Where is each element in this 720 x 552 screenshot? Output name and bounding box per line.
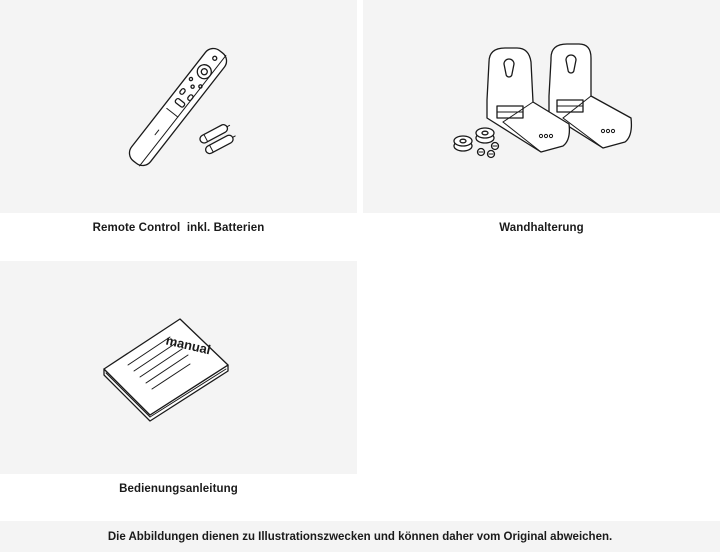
footer-disclaimer: [0, 521, 720, 552]
remote-control-icon: [0, 0, 357, 213]
manual-booklet-icon: [0, 261, 357, 474]
tile-manual: [0, 261, 357, 474]
wall-mount-icon: [363, 0, 720, 213]
caption-wall-mount: Wandhalterung: [499, 222, 584, 234]
caption-remote-control: Remote Control inkl. Batterien: [92, 222, 265, 234]
manual-cover-text: manual: [164, 332, 213, 358]
caption-manual: Bedienungsanleitung: [119, 483, 238, 495]
tile-wall-mount: [363, 0, 720, 213]
footer-note: Die Abbildungen dienen zu Illustrationszwecken und können daher vom Original abweichen.: [107, 530, 613, 543]
tile-remote-control: [0, 0, 357, 213]
